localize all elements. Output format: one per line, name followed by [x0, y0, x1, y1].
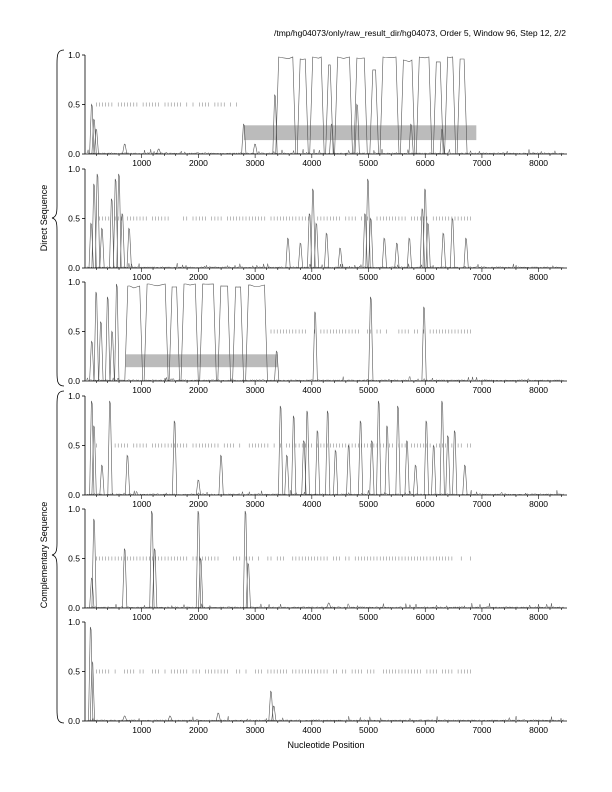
peak-line	[385, 426, 389, 495]
y-tick-label: 0.5	[68, 99, 80, 110]
panel-direct-1	[68, 50, 567, 168]
y-tick-label: 1.0	[68, 50, 80, 60]
panel-complementary-2	[68, 504, 567, 622]
plateau-peak	[326, 65, 334, 154]
peak-line	[90, 341, 94, 381]
peak-line	[94, 292, 98, 381]
peak-line	[423, 189, 427, 268]
peak-line	[432, 446, 436, 496]
x-tick-label: 2000	[188, 385, 208, 395]
x-tick-label: 6000	[415, 158, 435, 168]
peak-line	[464, 238, 468, 268]
peak-line	[370, 441, 374, 495]
y-tick-label: 1.0	[68, 504, 80, 514]
x-tick-label: 5000	[359, 499, 378, 509]
peak-line	[273, 95, 277, 154]
x-tick-label: 8000	[529, 499, 549, 509]
x-tick-label: 3000	[245, 499, 265, 509]
x-tick-label: 4000	[302, 612, 322, 622]
x-tick-label: 2000	[188, 499, 208, 509]
x-tick-label: 4000	[302, 385, 322, 395]
x-tick-label: 5000	[359, 385, 378, 395]
x-tick-label: 5000	[359, 725, 378, 735]
peak-line	[99, 322, 103, 381]
panel-complementary-3	[68, 617, 567, 735]
peak-line	[424, 421, 428, 495]
x-tick-label: 7000	[472, 158, 492, 168]
y-tick-label: 1.0	[68, 391, 80, 401]
peak-line	[324, 233, 328, 268]
x-tick-label: 3000	[245, 385, 265, 395]
peak-line	[127, 228, 131, 268]
x-tick-label: 3000	[245, 158, 265, 168]
peak-line	[108, 401, 112, 495]
threshold-marks	[96, 217, 470, 221]
panel-complementary-1	[68, 391, 567, 509]
x-tick-label: 7000	[472, 499, 492, 509]
peak-line	[313, 312, 317, 381]
y-tick-label: 0.5	[68, 213, 80, 224]
panel-direct-2	[68, 164, 567, 282]
threshold-marks	[96, 103, 236, 107]
x-tick-label: 2000	[188, 612, 208, 622]
x-tick-label: 8000	[529, 385, 549, 395]
peak-line	[123, 549, 127, 608]
direct-group-brace	[52, 50, 64, 386]
x-tick-label: 7000	[472, 725, 492, 735]
peak-line	[358, 421, 362, 495]
peak-line	[463, 465, 467, 495]
x-tick-label: 4000	[302, 158, 322, 168]
x-tick-label: 2000	[188, 272, 208, 282]
peak-line	[196, 511, 200, 608]
peak-line	[298, 243, 302, 268]
x-tick-label: 7000	[472, 612, 492, 622]
peak-line	[123, 716, 127, 721]
x-axis-label: Nucleotide Position	[287, 740, 365, 750]
x-tick-label: 8000	[529, 612, 549, 622]
peak-line	[333, 450, 337, 495]
peak-line	[326, 411, 330, 495]
peak-line	[125, 455, 129, 495]
y-tick-label: 1.0	[68, 277, 80, 287]
x-tick-label: 3000	[245, 612, 265, 622]
baseline-trace	[87, 376, 564, 381]
x-tick-label: 1000	[132, 158, 152, 168]
x-tick-label: 1000	[132, 272, 152, 282]
y-tick-label: 0.0	[68, 149, 80, 159]
peak-line	[100, 228, 104, 268]
x-tick-label: 8000	[529, 158, 549, 168]
peak-line	[453, 431, 457, 495]
threshold-marks	[271, 330, 471, 334]
direct-sequence-label: Direct Sequence	[39, 184, 49, 252]
x-tick-label: 1000	[132, 385, 152, 395]
peak-line	[413, 465, 417, 495]
x-tick-label: 5000	[359, 158, 378, 168]
peak-line	[396, 406, 400, 495]
threshold-marks	[96, 557, 470, 561]
peak-line	[110, 332, 114, 382]
peak-line	[441, 233, 445, 268]
x-tick-label: 6000	[415, 272, 435, 282]
peak-line	[369, 297, 373, 381]
peak-line	[106, 297, 110, 381]
x-tick-label: 7000	[472, 385, 492, 395]
peak-line	[440, 401, 444, 495]
x-tick-label: 1000	[132, 725, 152, 735]
y-tick-label: 0.0	[68, 376, 80, 386]
y-tick-label: 0.0	[68, 603, 80, 613]
baseline-trace	[87, 490, 564, 495]
peak-line	[92, 519, 96, 608]
peak-line	[286, 238, 290, 268]
y-tick-label: 1.0	[68, 617, 80, 627]
peak-line	[243, 511, 247, 608]
panel-direct-3	[68, 277, 567, 395]
threshold-marks	[96, 444, 470, 448]
x-tick-label: 8000	[529, 272, 549, 282]
peak-line	[382, 238, 386, 268]
chart-title: /tmp/hg04073/only/raw_result_dir/hg04073, Order 5, Window 96, Step 12, 2/2	[273, 28, 566, 38]
peak-line	[446, 436, 450, 495]
peak-line	[115, 284, 119, 381]
x-tick-label: 6000	[415, 499, 435, 509]
x-tick-label: 1000	[132, 612, 152, 622]
peak-line	[278, 406, 282, 495]
baseline-trace	[87, 716, 564, 721]
peak-line	[100, 465, 104, 495]
highlight-bar	[126, 354, 278, 367]
x-tick-label: 4000	[302, 499, 322, 509]
x-tick-label: 5000	[359, 272, 378, 282]
x-tick-label: 6000	[415, 612, 435, 622]
peak-line	[219, 455, 223, 495]
x-tick-label: 4000	[302, 272, 322, 282]
x-tick-label: 3000	[245, 272, 265, 282]
peak-line	[395, 243, 399, 268]
peak-line	[450, 219, 454, 269]
peak-line	[377, 401, 381, 495]
peak-line	[285, 455, 289, 495]
peak-line	[253, 144, 257, 154]
peak-line	[292, 416, 296, 495]
panels	[68, 50, 567, 735]
y-tick-label: 0.5	[68, 666, 80, 677]
y-tick-label: 1.0	[68, 164, 80, 174]
threshold-marks	[96, 670, 470, 674]
y-tick-label: 0.5	[68, 440, 80, 451]
y-tick-label: 0.5	[68, 326, 80, 337]
peak-line	[150, 511, 154, 608]
x-tick-label: 2000	[188, 158, 208, 168]
x-tick-label: 1000	[132, 499, 152, 509]
x-tick-label: 3000	[245, 725, 265, 735]
x-tick-label: 6000	[415, 725, 435, 735]
x-tick-label: 5000	[359, 612, 378, 622]
y-tick-label: 0.5	[68, 553, 80, 564]
y-tick-label: 0.0	[68, 716, 80, 726]
x-tick-label: 4000	[302, 725, 322, 735]
peak-line	[366, 179, 370, 268]
plateau-peak	[370, 70, 379, 154]
y-tick-label: 0.0	[68, 263, 80, 273]
plateau-peak	[433, 62, 443, 154]
peak-line	[110, 199, 114, 268]
y-tick-label: 0.0	[68, 490, 80, 500]
peak-line	[347, 446, 351, 496]
x-tick-label: 2000	[188, 725, 208, 735]
x-tick-label: 8000	[529, 725, 549, 735]
peak-line	[422, 307, 426, 381]
complementary-sequence-label: Complementary Sequence	[39, 501, 49, 609]
baseline-trace	[87, 603, 564, 608]
peak-line	[315, 431, 319, 495]
x-tick-label: 6000	[415, 385, 435, 395]
peak-line	[269, 691, 273, 721]
baseline-trace	[87, 263, 564, 268]
complementary-group-brace	[52, 391, 64, 723]
peak-line	[407, 238, 411, 268]
x-tick-label: 7000	[472, 272, 492, 282]
peak-line	[172, 421, 176, 495]
peak-line	[405, 441, 409, 495]
